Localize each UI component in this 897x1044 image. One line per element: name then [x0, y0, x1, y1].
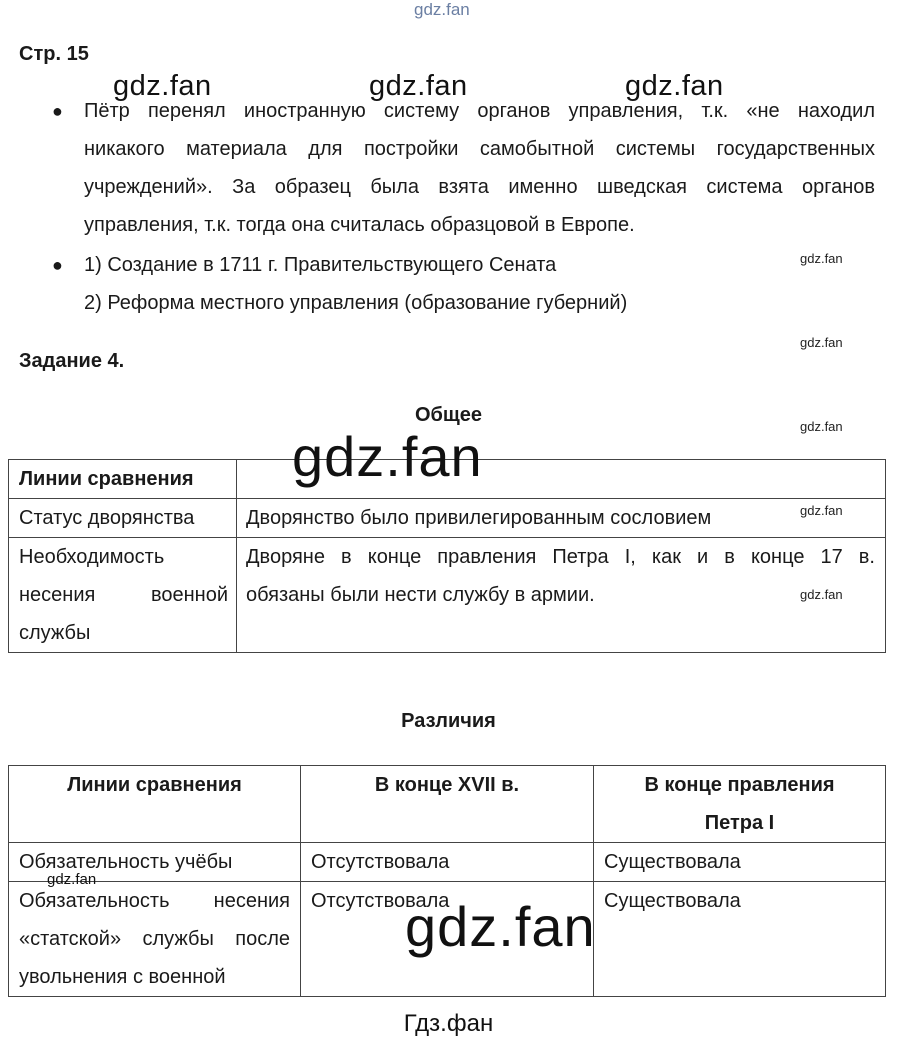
cell-text: Существовала [604, 890, 741, 912]
bullet-icon: ● [52, 255, 63, 275]
footer-watermark: Гдз.фан [403, 1010, 494, 1037]
watermark: gdz.fan [800, 335, 843, 350]
page-header: Стр. 15 [19, 43, 89, 65]
cell-text: Статус дворянства [19, 507, 195, 529]
paragraph-line: 2) Реформа местного управления (образование губерний) [84, 292, 628, 314]
cell-text: «статской» службы после [19, 928, 290, 950]
table-cell [594, 882, 886, 997]
paragraph-line: управления, т.к. тогда она считалась образцовой в Европе. [84, 214, 635, 236]
header-label: Линии сравнения [19, 468, 194, 490]
cell-text: Отсутствовала [311, 851, 450, 873]
cell-text: несения военной [19, 584, 228, 606]
watermark: gdz.fan [369, 70, 468, 102]
paragraph-line: никакого материала для постройки самобытной системы государственных [84, 138, 875, 160]
header-label: Линии сравнения [67, 774, 242, 796]
watermark: gdz.fan [800, 419, 843, 434]
task-title: Задание 4. [19, 350, 125, 372]
cell-text: Обязательность несения [19, 890, 290, 912]
table-header-cell [9, 766, 301, 843]
watermark: gdz.fan [405, 895, 596, 958]
watermark: gdz.fan [800, 251, 843, 266]
table-header-cell [301, 766, 594, 843]
watermark: gdz.fan [47, 871, 97, 888]
paragraph-line: 1) Создание в 1711 г. Правительствующего Сената [84, 254, 557, 276]
table-cell [237, 499, 886, 538]
table-diff [8, 765, 886, 997]
cell-text: службы [19, 622, 91, 644]
cell-text: Отсутствовала [311, 890, 450, 912]
table-cell [9, 499, 237, 538]
watermark: gdz.fan [800, 587, 843, 602]
cell-text: Дворяне в конце правления Петра I, как и в конце 17 в. [246, 546, 875, 568]
paragraph-line: учреждений». За образец была взята именно шведская система органов [84, 176, 875, 198]
table-diff-title: Различия [401, 710, 496, 732]
table-header-cell [9, 460, 237, 499]
cell-text: обязаны были нести службу в армии. [246, 584, 595, 606]
cell-text: Необходимость [19, 546, 165, 568]
table-header-cell [594, 766, 886, 843]
table-cell [237, 538, 886, 653]
watermark: gdz.fan [113, 70, 212, 102]
header-label: Петра I [704, 812, 775, 834]
cell-text: Существовала [604, 851, 741, 873]
watermark: gdz.fan [800, 503, 843, 518]
cell-text: увольнения с военной [19, 966, 226, 988]
table-cell [594, 843, 886, 882]
paragraph-line: Пётр перенял иностранную систему органов управления, т.к. «не находил [84, 100, 875, 122]
watermark: gdz.fan [292, 425, 483, 488]
header-label: В конце XVII в. [374, 774, 520, 796]
cell-text: Дворянство было привилегированным сословием [246, 507, 712, 529]
table-cell [9, 882, 301, 997]
table-cell [301, 843, 594, 882]
cell-text: Обязательность учёбы [19, 851, 233, 873]
header-label: В конце правления [644, 774, 835, 796]
watermark-top: gdz.fan [414, 0, 470, 19]
table-common-title: Общее [414, 404, 483, 426]
bullet-icon: ● [52, 101, 63, 121]
table-cell [9, 538, 237, 653]
watermark: gdz.fan [625, 70, 724, 102]
